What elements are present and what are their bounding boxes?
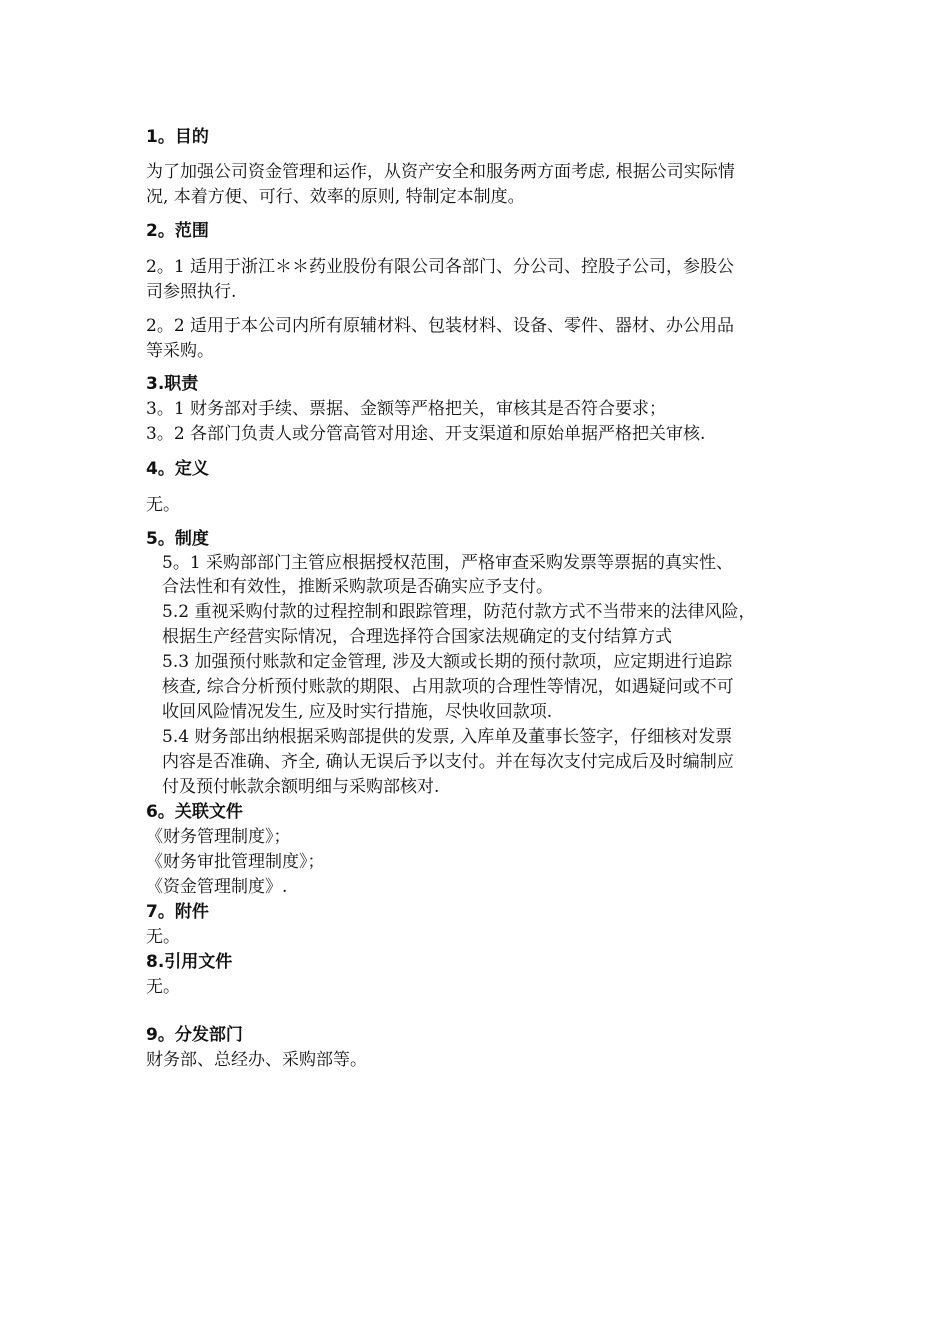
section-5-line: 5.4 财务部出纳根据采购部提供的发票, 入库单及董事长签字，仔细核对发票 <box>162 727 733 747</box>
section-1-line: 况, 本着方便、可行、效率的原则, 特制定本制度。 <box>146 187 525 207</box>
section-2-2-line: 2。2 适用于本公司内所有原辅材料、包装材料、设备、零件、器材、办公用品 <box>146 316 735 336</box>
section-5-line: 5。1 采购部部门主管应根据授权范围，严格审查采购发票等票据的真实性、 <box>162 553 734 573</box>
section-2-heading: 2。范围 <box>146 221 209 241</box>
section-4-line: 无。 <box>146 495 180 515</box>
section-2-2-line: 等采购。 <box>146 341 214 361</box>
section-5-line: 付及预付帐款余额明细与采购部核对. <box>162 777 440 797</box>
section-6-line: 《财务管理制度》； <box>146 827 291 847</box>
section-5-line: 5.2 重视采购付款的过程控制和跟踪管理，防范付款方式不当带来的法律风险， <box>162 602 756 622</box>
section-7-heading: 7。附件 <box>146 902 209 922</box>
section-2-1-line: 2。1 适用于浙江＊＊药业股份有限公司各部门、分公司、控股子公司，参股公 <box>146 257 735 277</box>
section-7-line: 无。 <box>146 927 180 947</box>
section-1-line: 为了加强公司资金管理和运作，从资产安全和服务两方面考虑, 根据公司实际情 <box>146 162 735 182</box>
section-5-line: 合法性和有效性，推断采购款项是否确实应予支付。 <box>162 577 553 597</box>
section-9-line: 财务部、总经办、采购部等。 <box>146 1050 367 1070</box>
section-8-line: 无。 <box>146 977 180 997</box>
section-5-line: 收回风险情况发生, 应及时实行措施，尽快收回款项. <box>162 702 553 722</box>
section-5-line: 5.3 加强预付账款和定金管理, 涉及大额或长期的预付款项，应定期进行追踪 <box>162 652 733 672</box>
section-2-1-line: 司参照执行. <box>146 282 237 302</box>
section-5-line: 核查, 综合分析预付账款的期限、占用款项的合理性等情况，如遇疑问或不可 <box>162 677 734 697</box>
section-1-heading: 1。目的 <box>146 127 209 147</box>
section-6-heading: 6。关联文件 <box>146 802 243 822</box>
section-6-line: 《资金管理制度》. <box>146 877 288 897</box>
section-4-heading: 4。定义 <box>146 459 209 479</box>
section-8-heading: 8.引用文件 <box>146 952 233 972</box>
section-3-heading: 3.职责 <box>146 374 199 394</box>
section-3-line: 3。1 财务部对手续、票据、金额等严格把关，审核其是否符合要求； <box>146 399 667 419</box>
section-5-heading: 5。制度 <box>146 529 209 549</box>
section-6-line: 《财务审批管理制度》； <box>146 852 325 872</box>
section-9-heading: 9。分发部门 <box>146 1025 243 1045</box>
section-5-line: 根据生产经营实际情况，合理选择符合国家法规确定的支付结算方式 <box>162 627 672 647</box>
section-3-line: 3。2 各部门负责人或分管高管对用途、开支渠道和原始单据严格把关审核. <box>146 424 706 444</box>
section-5-line: 内容是否准确、齐全, 确认无误后予以支付。并在每次支付完成后及时编制应 <box>162 752 734 772</box>
